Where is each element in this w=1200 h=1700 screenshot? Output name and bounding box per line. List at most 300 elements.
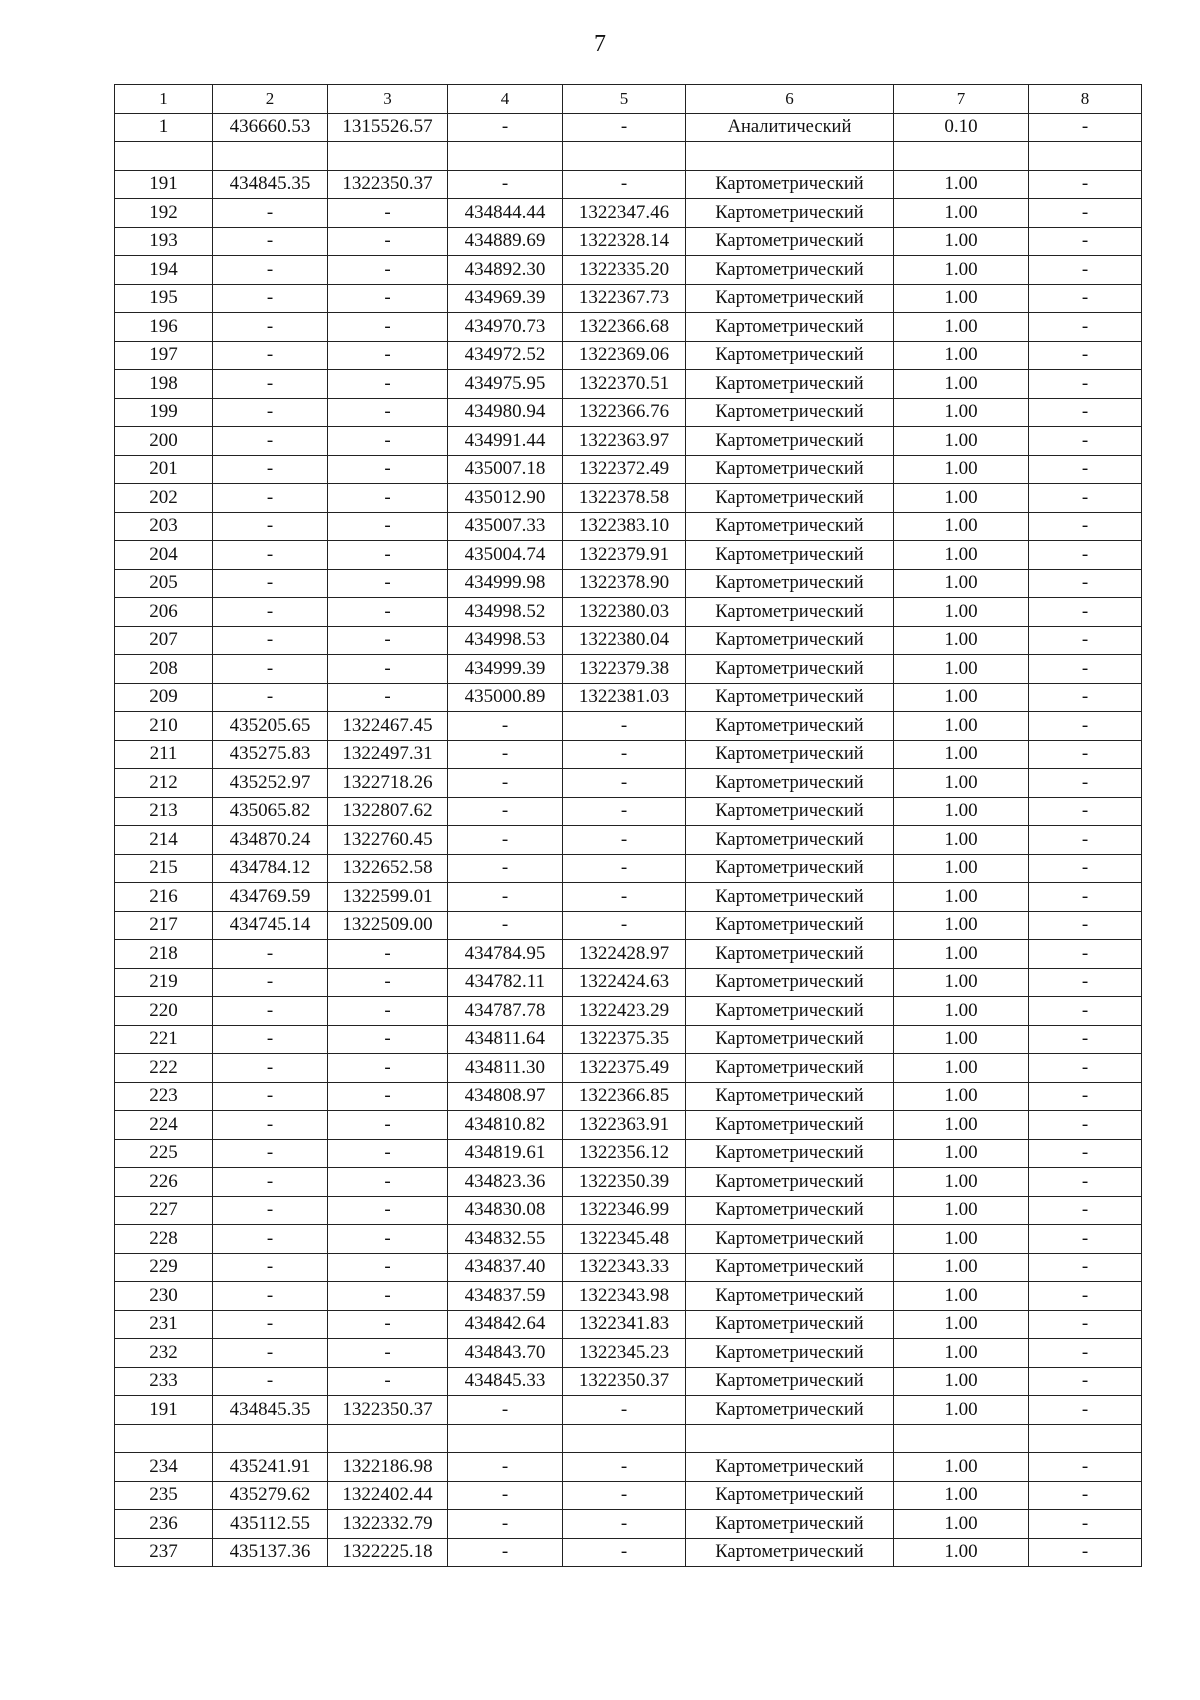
cell-accuracy: 1.00	[894, 626, 1029, 655]
cell-y-coord: -	[328, 199, 448, 228]
cell-method: Картометрический	[686, 1168, 894, 1197]
cell-y-coord: -	[328, 1310, 448, 1339]
cell-x-coord: -	[213, 1111, 328, 1140]
cell-point-number: 203	[115, 512, 213, 541]
cell-x-coord: 435275.83	[213, 740, 328, 769]
header-cell: 8	[1029, 85, 1142, 114]
cell-method: Картометрический	[686, 1054, 894, 1083]
cell-accuracy: 1.00	[894, 854, 1029, 883]
cell-y-coord: -	[328, 655, 448, 684]
cell-method: Картометрический	[686, 370, 894, 399]
table-header-row	[115, 85, 1142, 114]
cell-x-coord: 435112.55	[213, 1510, 328, 1539]
cell-method	[686, 142, 894, 171]
cell-y-coord-alt: 1322345.23	[563, 1339, 686, 1368]
cell-accuracy: 1.00	[894, 1025, 1029, 1054]
cell-x-coord: -	[213, 598, 328, 627]
cell-y-coord-alt: 1322380.03	[563, 598, 686, 627]
cell-y-coord-alt: -	[563, 113, 686, 142]
cell-y-coord: -	[328, 1339, 448, 1368]
table-row	[115, 512, 1142, 541]
cell-note: -	[1029, 712, 1142, 741]
cell-x-coord: -	[213, 484, 328, 513]
cell-x-coord: -	[213, 940, 328, 969]
cell-x-coord: 435241.91	[213, 1453, 328, 1482]
cell-x-coord: -	[213, 1339, 328, 1368]
cell-method: Картометрический	[686, 683, 894, 712]
cell-y-coord: -	[328, 1367, 448, 1396]
cell-method: Картометрический	[686, 797, 894, 826]
cell-accuracy: 1.00	[894, 683, 1029, 712]
cell-y-coord	[328, 142, 448, 171]
cell-x-coord: -	[213, 1225, 328, 1254]
cell-note: -	[1029, 740, 1142, 769]
cell-point-number: 222	[115, 1054, 213, 1083]
cell-method: Картометрический	[686, 1510, 894, 1539]
cell-x-coord: -	[213, 1310, 328, 1339]
table-row	[115, 940, 1142, 969]
cell-x-coord: -	[213, 370, 328, 399]
cell-y-coord-alt: -	[563, 1453, 686, 1482]
table-row	[115, 1481, 1142, 1510]
cell-y-coord-alt: -	[563, 826, 686, 855]
cell-x-coord-alt: -	[448, 769, 563, 798]
header-cell: 1	[115, 85, 213, 114]
cell-note: -	[1029, 797, 1142, 826]
cell-note: -	[1029, 598, 1142, 627]
cell-point-number: 216	[115, 883, 213, 912]
cell-x-coord-alt: 434889.69	[448, 227, 563, 256]
table-row	[115, 797, 1142, 826]
cell-note: -	[1029, 484, 1142, 513]
cell-x-coord: -	[213, 455, 328, 484]
cell-x-coord-alt: 434784.95	[448, 940, 563, 969]
cell-x-coord-alt: -	[448, 712, 563, 741]
cell-method: Картометрический	[686, 1538, 894, 1567]
table-row	[115, 1225, 1142, 1254]
cell-x-coord: -	[213, 1253, 328, 1282]
table-row-separator	[115, 142, 1142, 171]
cell-y-coord-alt: 1322343.33	[563, 1253, 686, 1282]
cell-y-coord: 1322350.37	[328, 170, 448, 199]
cell-x-coord-alt: 435007.33	[448, 512, 563, 541]
cell-accuracy: 1.00	[894, 655, 1029, 684]
cell-accuracy: 1.00	[894, 284, 1029, 313]
cell-note: -	[1029, 199, 1142, 228]
cell-y-coord: -	[328, 512, 448, 541]
cell-x-coord: 435065.82	[213, 797, 328, 826]
cell-y-coord: 1322225.18	[328, 1538, 448, 1567]
header-cell: 4	[448, 85, 563, 114]
cell-y-coord-alt: 1322372.49	[563, 455, 686, 484]
cell-point-number: 221	[115, 1025, 213, 1054]
cell-method: Картометрический	[686, 455, 894, 484]
table-row	[115, 826, 1142, 855]
cell-x-coord: 436660.53	[213, 113, 328, 142]
cell-point-number: 205	[115, 569, 213, 598]
cell-note: -	[1029, 1367, 1142, 1396]
cell-note: -	[1029, 284, 1142, 313]
cell-y-coord: 1322807.62	[328, 797, 448, 826]
cell-accuracy: 1.00	[894, 826, 1029, 855]
cell-point-number: 191	[115, 1396, 213, 1425]
cell-y-coord-alt: 1322346.99	[563, 1196, 686, 1225]
cell-x-coord-alt: 434837.40	[448, 1253, 563, 1282]
cell-x-coord: -	[213, 1054, 328, 1083]
cell-x-coord: 435252.97	[213, 769, 328, 798]
cell-accuracy: 1.00	[894, 940, 1029, 969]
cell-x-coord: -	[213, 1025, 328, 1054]
cell-x-coord: -	[213, 683, 328, 712]
cell-y-coord: 1322332.79	[328, 1510, 448, 1539]
cell-point-number: 214	[115, 826, 213, 855]
table-row	[115, 911, 1142, 940]
cell-x-coord	[213, 1424, 328, 1453]
cell-x-coord: -	[213, 256, 328, 285]
cell-method: Картометрический	[686, 1396, 894, 1425]
cell-y-coord: -	[328, 398, 448, 427]
table-row	[115, 1054, 1142, 1083]
cell-note: -	[1029, 1396, 1142, 1425]
cell-method: Картометрический	[686, 341, 894, 370]
cell-accuracy: 1.00	[894, 427, 1029, 456]
cell-accuracy: 1.00	[894, 1396, 1029, 1425]
cell-x-coord-alt: -	[448, 854, 563, 883]
cell-x-coord: -	[213, 398, 328, 427]
cell-method: Картометрический	[686, 626, 894, 655]
cell-y-coord-alt: -	[563, 170, 686, 199]
cell-y-coord: -	[328, 626, 448, 655]
cell-x-coord: 435137.36	[213, 1538, 328, 1567]
table-row	[115, 1111, 1142, 1140]
table-row	[115, 227, 1142, 256]
cell-y-coord: -	[328, 1225, 448, 1254]
cell-y-coord-alt: -	[563, 769, 686, 798]
cell-point-number: 223	[115, 1082, 213, 1111]
table-row	[115, 1510, 1142, 1539]
cell-x-coord: -	[213, 626, 328, 655]
cell-y-coord: -	[328, 256, 448, 285]
cell-x-coord: -	[213, 1139, 328, 1168]
cell-y-coord-alt: -	[563, 1538, 686, 1567]
cell-accuracy: 1.00	[894, 1538, 1029, 1567]
cell-y-coord: 1322760.45	[328, 826, 448, 855]
cell-y-coord: -	[328, 1054, 448, 1083]
cell-y-coord: -	[328, 598, 448, 627]
table-row	[115, 1310, 1142, 1339]
cell-accuracy: 1.00	[894, 313, 1029, 342]
cell-method: Картометрический	[686, 1339, 894, 1368]
cell-method: Картометрический	[686, 512, 894, 541]
table-row	[115, 968, 1142, 997]
cell-y-coord-alt: -	[563, 740, 686, 769]
cell-method: Картометрический	[686, 484, 894, 513]
cell-method: Картометрический	[686, 1253, 894, 1282]
cell-x-coord: -	[213, 199, 328, 228]
cell-x-coord-alt: 434980.94	[448, 398, 563, 427]
cell-point-number: 213	[115, 797, 213, 826]
cell-y-coord-alt: 1322347.46	[563, 199, 686, 228]
table-row	[115, 455, 1142, 484]
cell-note: -	[1029, 113, 1142, 142]
cell-accuracy: 1.00	[894, 1054, 1029, 1083]
cell-x-coord: -	[213, 341, 328, 370]
cell-x-coord-alt: -	[448, 1453, 563, 1482]
cell-accuracy: 1.00	[894, 797, 1029, 826]
cell-x-coord: 434845.35	[213, 170, 328, 199]
cell-note: -	[1029, 1025, 1142, 1054]
cell-point-number: 209	[115, 683, 213, 712]
cell-x-coord-alt: 434998.52	[448, 598, 563, 627]
cell-method: Картометрический	[686, 712, 894, 741]
cell-accuracy: 1.00	[894, 1282, 1029, 1311]
cell-x-coord-alt: -	[448, 740, 563, 769]
cell-point-number: 229	[115, 1253, 213, 1282]
cell-x-coord-alt: -	[448, 170, 563, 199]
cell-accuracy: 1.00	[894, 997, 1029, 1026]
cell-x-coord-alt: -	[448, 1481, 563, 1510]
cell-method: Картометрический	[686, 1139, 894, 1168]
cell-note: -	[1029, 541, 1142, 570]
cell-y-coord-alt: 1322367.73	[563, 284, 686, 313]
cell-point-number: 225	[115, 1139, 213, 1168]
cell-note: -	[1029, 997, 1142, 1026]
cell-accuracy: 1.00	[894, 1367, 1029, 1396]
cell-x-coord: -	[213, 1168, 328, 1197]
cell-x-coord-alt: 434843.70	[448, 1339, 563, 1368]
cell-x-coord-alt: 434892.30	[448, 256, 563, 285]
cell-accuracy: 1.00	[894, 1139, 1029, 1168]
cell-method: Аналитический	[686, 113, 894, 142]
cell-method: Картометрический	[686, 655, 894, 684]
cell-y-coord-alt	[563, 142, 686, 171]
cell-point-number: 202	[115, 484, 213, 513]
cell-note: -	[1029, 940, 1142, 969]
cell-x-coord: -	[213, 541, 328, 570]
cell-point-number: 237	[115, 1538, 213, 1567]
cell-point-number: 228	[115, 1225, 213, 1254]
cell-accuracy: 1.00	[894, 598, 1029, 627]
cell-accuracy: 1.00	[894, 968, 1029, 997]
cell-y-coord-alt: 1322366.76	[563, 398, 686, 427]
cell-note: -	[1029, 1139, 1142, 1168]
cell-method: Картометрический	[686, 883, 894, 912]
table-row	[115, 427, 1142, 456]
cell-note: -	[1029, 1310, 1142, 1339]
cell-note: -	[1029, 1082, 1142, 1111]
cell-method: Картометрический	[686, 199, 894, 228]
cell-x-coord	[213, 142, 328, 171]
cell-x-coord-alt: 434810.82	[448, 1111, 563, 1140]
cell-method: Картометрический	[686, 1111, 894, 1140]
cell-x-coord: -	[213, 968, 328, 997]
cell-y-coord-alt: -	[563, 883, 686, 912]
cell-note: -	[1029, 1510, 1142, 1539]
table-row	[115, 854, 1142, 883]
cell-y-coord-alt: 1322369.06	[563, 341, 686, 370]
cell-point-number: 197	[115, 341, 213, 370]
table-row	[115, 1253, 1142, 1282]
cell-note: -	[1029, 769, 1142, 798]
table-row	[115, 1453, 1142, 1482]
cell-accuracy: 1.00	[894, 1310, 1029, 1339]
cell-x-coord-alt: -	[448, 911, 563, 940]
cell-note: -	[1029, 1481, 1142, 1510]
cell-y-coord: -	[328, 997, 448, 1026]
cell-note: -	[1029, 455, 1142, 484]
cell-accuracy: 1.00	[894, 398, 1029, 427]
cell-note: -	[1029, 1339, 1142, 1368]
table-row	[115, 997, 1142, 1026]
cell-note: -	[1029, 427, 1142, 456]
cell-method: Картометрический	[686, 541, 894, 570]
cell-y-coord: -	[328, 313, 448, 342]
table-row	[115, 1025, 1142, 1054]
cell-method: Картометрический	[686, 997, 894, 1026]
cell-x-coord-alt: 434970.73	[448, 313, 563, 342]
table-row	[115, 569, 1142, 598]
cell-y-coord-alt	[563, 1424, 686, 1453]
cell-point-number: 212	[115, 769, 213, 798]
coordinates-table	[114, 84, 1142, 1567]
cell-point-number: 224	[115, 1111, 213, 1140]
cell-accuracy: 1.00	[894, 1111, 1029, 1140]
cell-method: Картометрический	[686, 740, 894, 769]
table-row	[115, 313, 1142, 342]
cell-point-number	[115, 1424, 213, 1453]
cell-x-coord: -	[213, 1196, 328, 1225]
cell-y-coord-alt: 1322356.12	[563, 1139, 686, 1168]
cell-accuracy: 1.00	[894, 1339, 1029, 1368]
cell-y-coord-alt: 1322423.29	[563, 997, 686, 1026]
cell-point-number: 215	[115, 854, 213, 883]
cell-y-coord: -	[328, 1168, 448, 1197]
cell-method: Картометрический	[686, 854, 894, 883]
cell-x-coord-alt: 434819.61	[448, 1139, 563, 1168]
cell-note: -	[1029, 968, 1142, 997]
cell-accuracy: 1.00	[894, 341, 1029, 370]
cell-method: Картометрический	[686, 1367, 894, 1396]
cell-point-number: 230	[115, 1282, 213, 1311]
table-row	[115, 1282, 1142, 1311]
cell-y-coord: -	[328, 1196, 448, 1225]
cell-y-coord-alt: 1322428.97	[563, 940, 686, 969]
cell-y-coord-alt: -	[563, 1396, 686, 1425]
cell-note: -	[1029, 1538, 1142, 1567]
cell-accuracy: 1.00	[894, 455, 1029, 484]
cell-method: Картометрический	[686, 398, 894, 427]
cell-x-coord-alt: 434999.39	[448, 655, 563, 684]
cell-accuracy	[894, 1424, 1029, 1453]
table-row	[115, 1168, 1142, 1197]
cell-point-number: 227	[115, 1196, 213, 1225]
cell-point-number: 235	[115, 1481, 213, 1510]
cell-accuracy: 1.00	[894, 1196, 1029, 1225]
cell-accuracy: 1.00	[894, 1481, 1029, 1510]
cell-point-number: 208	[115, 655, 213, 684]
cell-point-number: 200	[115, 427, 213, 456]
cell-y-coord-alt: 1322366.85	[563, 1082, 686, 1111]
cell-point-number: 1	[115, 113, 213, 142]
table-row	[115, 1396, 1142, 1425]
cell-y-coord: -	[328, 1282, 448, 1311]
header-cell: 6	[686, 85, 894, 114]
table-row	[115, 1196, 1142, 1225]
cell-note: -	[1029, 569, 1142, 598]
cell-note: -	[1029, 398, 1142, 427]
cell-y-coord: 1322509.00	[328, 911, 448, 940]
cell-point-number: 226	[115, 1168, 213, 1197]
cell-y-coord: 1322599.01	[328, 883, 448, 912]
cell-note: -	[1029, 883, 1142, 912]
cell-y-coord: -	[328, 968, 448, 997]
cell-y-coord-alt: 1322381.03	[563, 683, 686, 712]
cell-accuracy: 1.00	[894, 740, 1029, 769]
cell-y-coord: 1322467.45	[328, 712, 448, 741]
cell-note: -	[1029, 1253, 1142, 1282]
cell-note: -	[1029, 1054, 1142, 1083]
cell-note: -	[1029, 227, 1142, 256]
cell-note: -	[1029, 655, 1142, 684]
cell-accuracy: 1.00	[894, 227, 1029, 256]
cell-x-coord-alt: 434808.97	[448, 1082, 563, 1111]
cell-y-coord-alt: 1322363.91	[563, 1111, 686, 1140]
cell-y-coord: -	[328, 227, 448, 256]
cell-method: Картометрический	[686, 769, 894, 798]
cell-accuracy: 1.00	[894, 1082, 1029, 1111]
header-cell: 3	[328, 85, 448, 114]
cell-y-coord: -	[328, 541, 448, 570]
cell-note: -	[1029, 313, 1142, 342]
cell-y-coord-alt: 1322379.38	[563, 655, 686, 684]
cell-accuracy: 1.00	[894, 541, 1029, 570]
cell-x-coord-alt: -	[448, 113, 563, 142]
cell-x-coord-alt: 434844.44	[448, 199, 563, 228]
cell-note: -	[1029, 1282, 1142, 1311]
cell-accuracy: 1.00	[894, 569, 1029, 598]
cell-accuracy: 1.00	[894, 484, 1029, 513]
cell-y-coord: -	[328, 1082, 448, 1111]
cell-x-coord: 434745.14	[213, 911, 328, 940]
table-row	[115, 769, 1142, 798]
cell-point-number: 218	[115, 940, 213, 969]
cell-method: Картометрический	[686, 1196, 894, 1225]
cell-accuracy: 1.00	[894, 712, 1029, 741]
cell-x-coord: -	[213, 1082, 328, 1111]
table-row	[115, 1339, 1142, 1368]
table-row	[115, 598, 1142, 627]
cell-y-coord: 1322652.58	[328, 854, 448, 883]
cell-y-coord: 1322497.31	[328, 740, 448, 769]
cell-note: -	[1029, 911, 1142, 940]
cell-y-coord-alt: 1322345.48	[563, 1225, 686, 1254]
cell-x-coord-alt: -	[448, 883, 563, 912]
cell-x-coord-alt: 434969.39	[448, 284, 563, 313]
cell-point-number: 201	[115, 455, 213, 484]
cell-x-coord-alt: -	[448, 826, 563, 855]
header-cell: 2	[213, 85, 328, 114]
cell-method: Картометрический	[686, 1025, 894, 1054]
cell-note: -	[1029, 826, 1142, 855]
cell-y-coord-alt: 1322370.51	[563, 370, 686, 399]
table-row	[115, 284, 1142, 313]
cell-y-coord-alt: 1322363.97	[563, 427, 686, 456]
cell-x-coord-alt: 435004.74	[448, 541, 563, 570]
cell-y-coord: 1322186.98	[328, 1453, 448, 1482]
cell-y-coord-alt: 1322375.35	[563, 1025, 686, 1054]
cell-x-coord: 435279.62	[213, 1481, 328, 1510]
cell-point-number: 193	[115, 227, 213, 256]
